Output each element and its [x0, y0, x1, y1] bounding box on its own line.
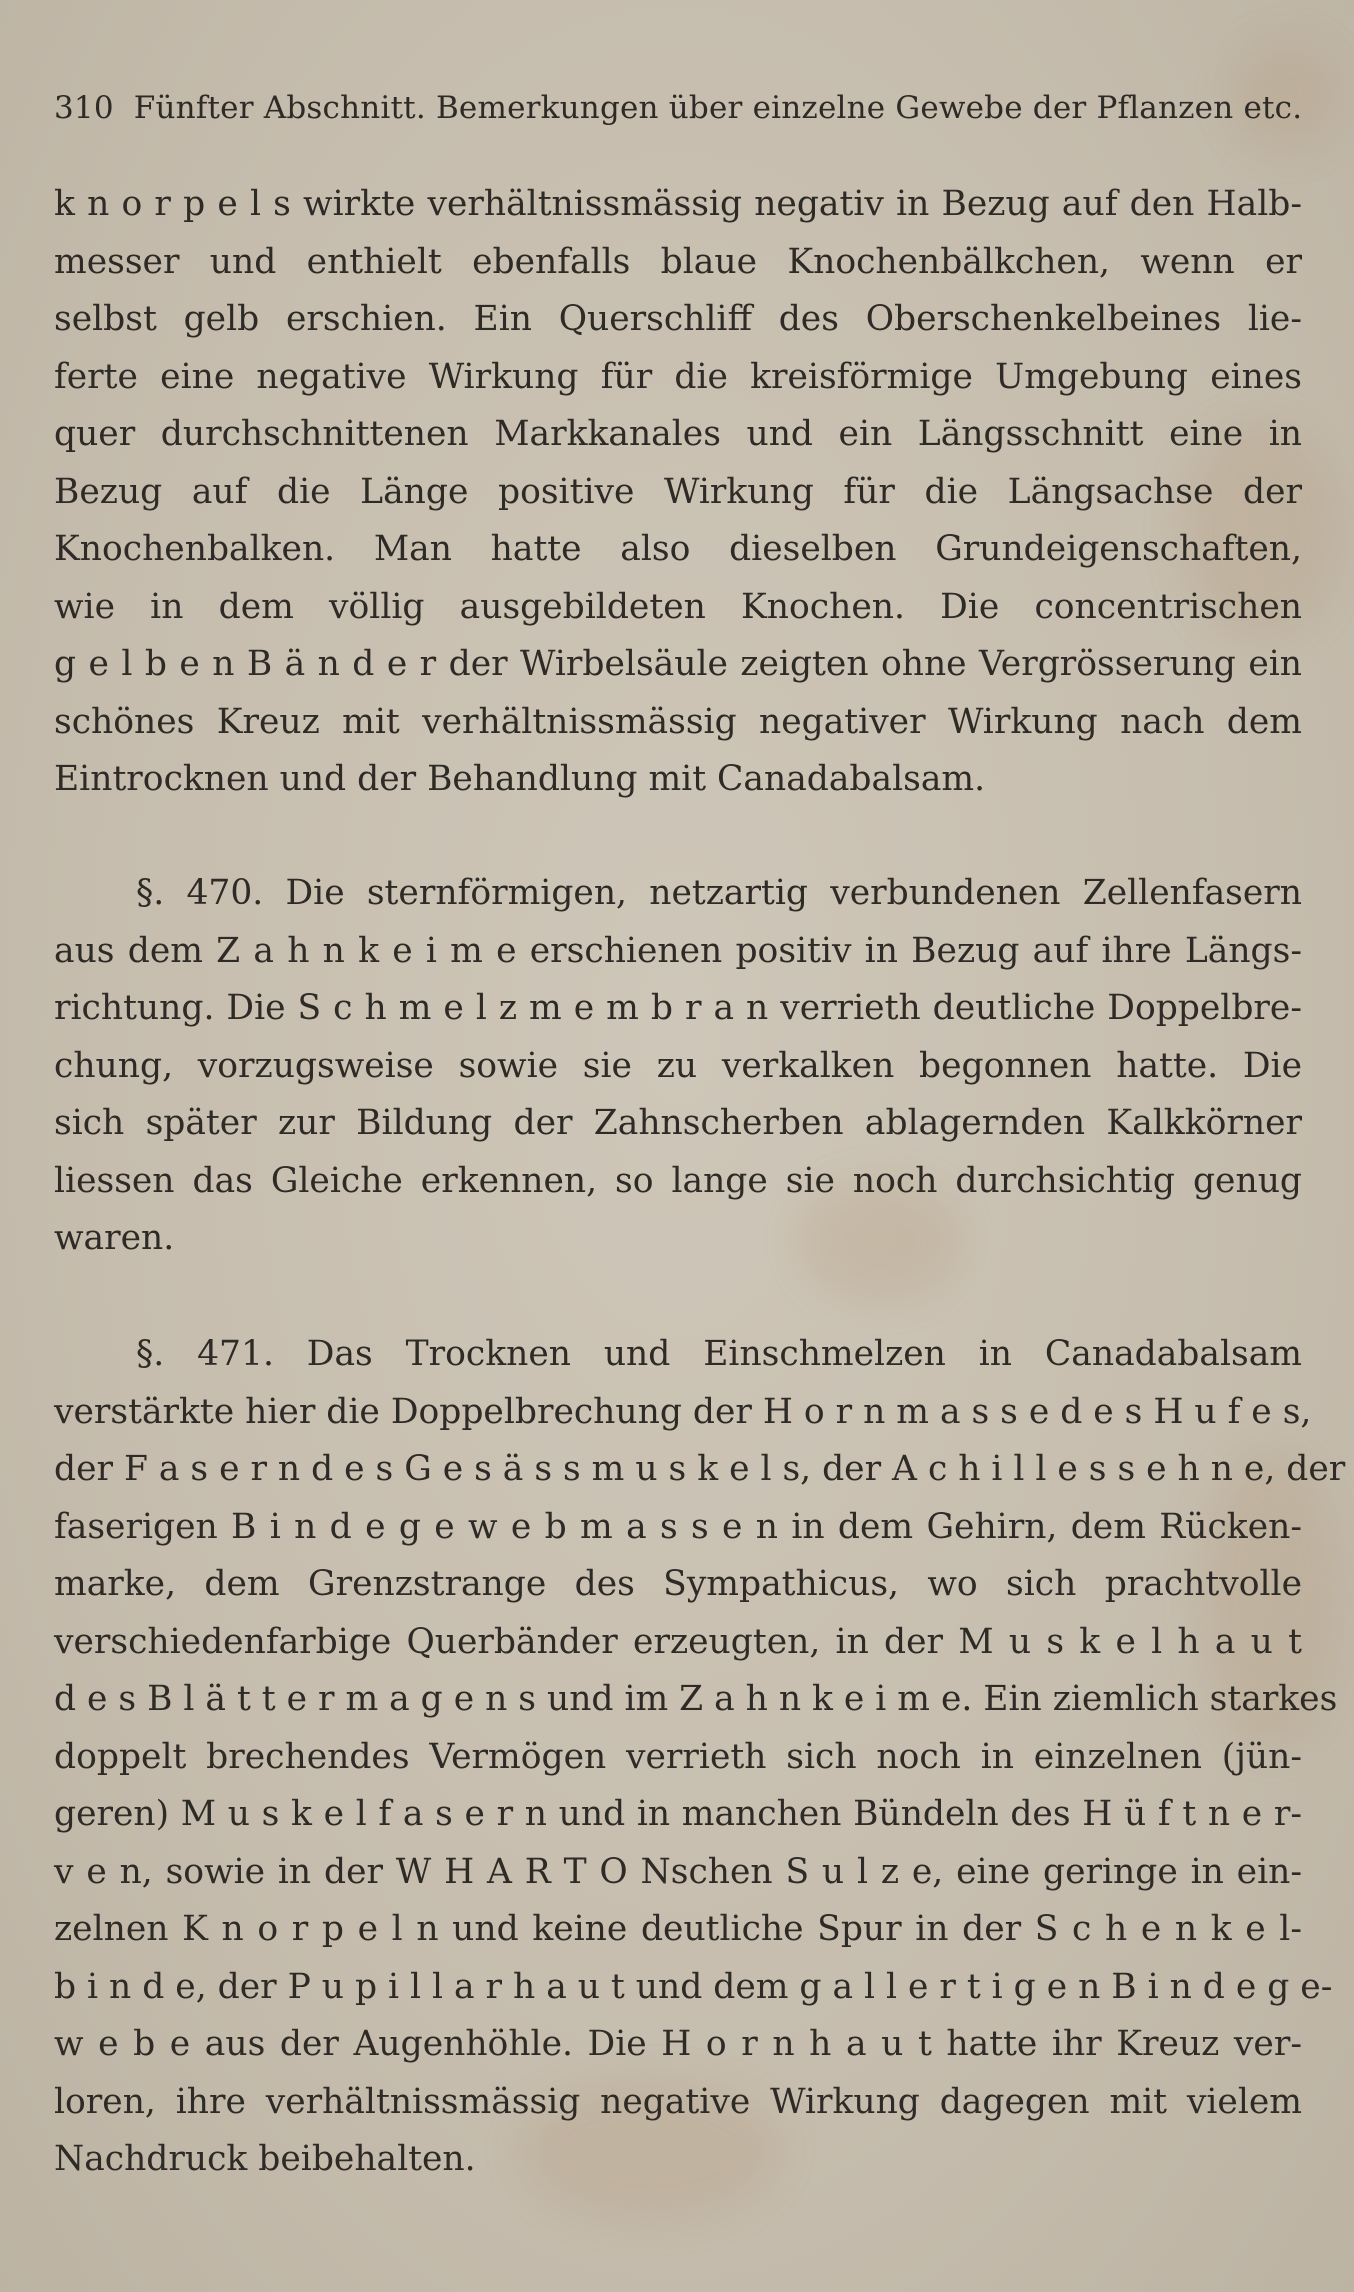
text-line: wie in dem völlig ausgebildeten Knochen. Die concentrischen — [54, 586, 1302, 627]
paragraph-471 — [54, 1326, 1346, 2189]
text-line: doppelt brechendes Vermögen verrieth sich noch in einzelnen (jün- — [54, 1736, 1302, 1777]
text-line: k n o r p e l s wirkte verhältnissmässig negativ in Bezug auf den Halb- — [54, 184, 1302, 224]
paragraph — [54, 176, 1302, 809]
text-line: sich später zur Bildung der Zahnscherben ablagernden Kalkkörner — [54, 1103, 1302, 1143]
text-line: zelnen K n o r p e l n und keine deutliche Spur in der S c h e n k e l- — [54, 1909, 1302, 1949]
text-line: loren, ihre verhältnissmässig negative Wirkung dagegen mit vielem — [54, 2081, 1302, 2122]
text-line: §. 471. Das Trocknen und Einschmelzen in Canadabalsam — [136, 1334, 1302, 1374]
text-line: quer durchschnittenen Markkanales und ein Längsschnitt eine in — [54, 414, 1302, 454]
text-line: verstärkte hier die Doppelbrechung der H o r n m a s s e d e s H u f e s, — [54, 1391, 1312, 1432]
text-line: marke, dem Grenzstrange des Sympathicus, wo sich prachtvolle — [54, 1564, 1302, 1604]
running-title: Fünfter Abschnitt. Bemerkungen über einzelne Gewebe der Pflanzen etc. — [133, 90, 1303, 126]
text-line: Eintrocknen und der Behandlung mit Canadabalsam. — [54, 759, 986, 799]
text-line: geren) M u s k e l f a s e r n und in manchen Bündeln des H ü f t n e r- — [54, 1794, 1302, 1834]
text-line: v e n, sowie in der W H A R T O Nschen S u l z e, eine geringe in ein- — [54, 1851, 1302, 1892]
text-line: messer und enthielt ebenfalls blaue Knochenbälkchen, wenn er — [54, 241, 1302, 282]
text-line: w e b e aus der Augenhöhle. Die H o r n h a u t hatte ihr Kreuz ver- — [54, 2024, 1302, 2064]
text-line: ferte eine negative Wirkung für die kreisförmige Umgebung eines — [54, 356, 1302, 397]
page-number: 310 — [54, 90, 114, 126]
text-line: b i n d e, der P u p i l l a r h a u t und dem g a l l e r t i g e n B i n d e g e- — [54, 1966, 1333, 2007]
paragraph-470 — [54, 865, 1302, 1268]
text-line: richtung. Die S c h m e l z m e m b r a n verrieth deutliche Doppelbre- — [54, 988, 1302, 1028]
text-line: Bezug auf die Länge positive Wirkung für die Längsachse der — [54, 471, 1302, 512]
text-line: aus dem Z a h n k e i m e erschienen positiv in Bezug auf ihre Längs- — [54, 930, 1302, 971]
text-line: Nachdruck beibehalten. — [54, 2139, 476, 2179]
text-line: g e l b e n B ä n d e r der Wirbelsäule zeigten ohne Vergrösserung ein — [54, 644, 1302, 684]
running-header — [54, 88, 1304, 128]
text-line: faserigen B i n d e g e w e b m a s s e n in dem Gehirn, dem Rücken- — [54, 1506, 1302, 1547]
text-line: §. 470. Die sternförmigen, netzartig verbundenen Zellenfasern — [136, 873, 1302, 913]
text-line: verschiedenfarbige Querbänder erzeugten, in der M u s k e l h a u t — [54, 1621, 1302, 1662]
text-line: der F a s e r n d e s G e s ä s s m u s k e l s, der A c h i l l e s s e h n e, der — [54, 1449, 1346, 1489]
text-line: selbst gelb erschien. Ein Querschliff des Oberschenkelbeines lie- — [54, 299, 1302, 339]
text-line: Knochenbalken. Man hatte also dieselben Grundeigenschaften, — [54, 529, 1302, 569]
text-line: waren. — [54, 1218, 175, 1258]
text-line: chung, vorzugsweise sowie sie zu verkalken begonnen hatte. Die — [54, 1045, 1302, 1086]
text-line: schönes Kreuz mit verhältnissmässig negativer Wirkung nach dem — [54, 701, 1302, 742]
text-line: d e s B l ä t t e r m a g e n s und im Z a h n k e i m e. Ein ziemlich starkes — [54, 1679, 1338, 1719]
text-line: liessen das Gleiche erkennen, so lange sie noch durchsichtig genug — [54, 1160, 1302, 1201]
